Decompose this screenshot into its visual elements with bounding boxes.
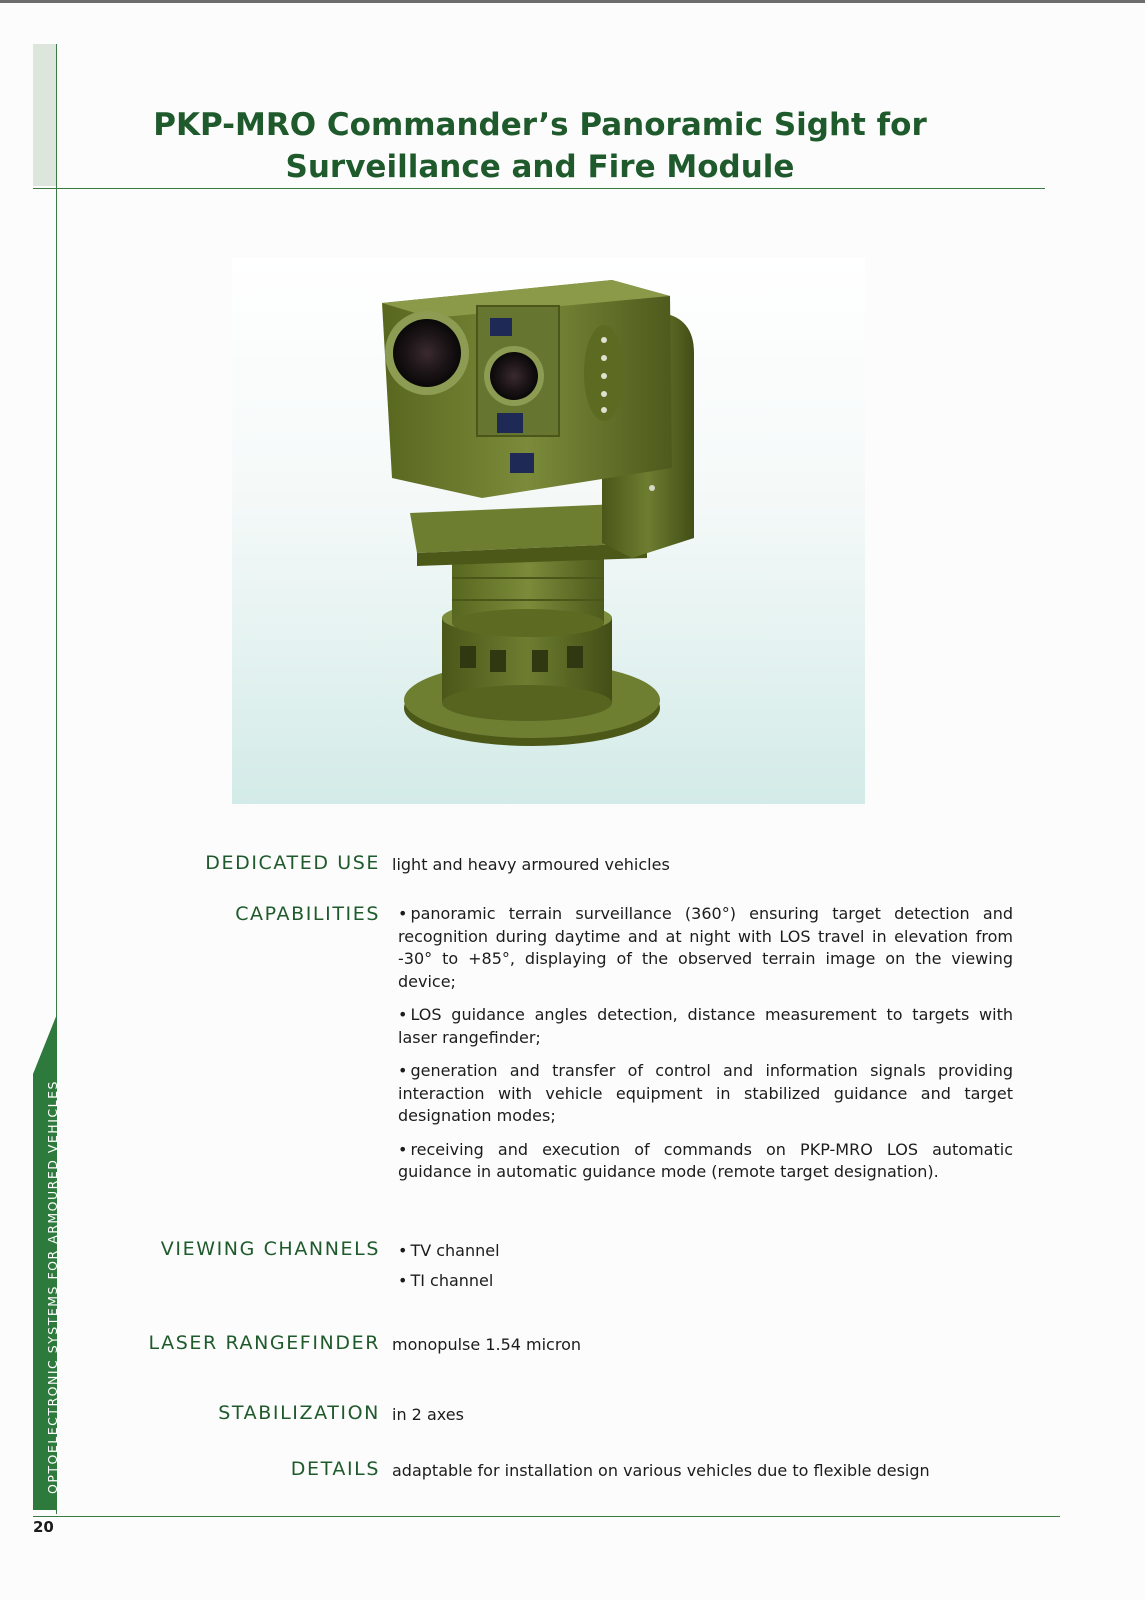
capability-item: • receiving and execution of commands on PKP-MRO LOS automatic guidance in automatic guidance mode (remote target designation). <box>398 1139 1013 1184</box>
bottom-rule <box>33 1516 1060 1517</box>
title-rule <box>33 188 1045 189</box>
spec-label-laser-rangefinder: LASER RANGEFINDER <box>148 1332 380 1354</box>
spec-label-details: DETAILS <box>290 1458 380 1480</box>
capability-item: • LOS guidance angles detection, distance measurement to targets with laser rangefinder; <box>398 1004 1013 1049</box>
top-rule <box>0 0 1145 3</box>
page-number: 20 <box>33 1518 54 1536</box>
spec-label-viewing-channels: VIEWING CHANNELS <box>160 1238 380 1260</box>
capability-item: • panoramic terrain surveillance (360°) ensuring target detection and recognition during daytime and at night with LOS travel in elevation from -30° to +85°, displaying of the observed terrain image on the viewing device; <box>398 903 1013 993</box>
spec-value-dedicated-use: light and heavy armoured vehicles <box>392 855 670 874</box>
page-title-line-2: Surveillance and Fire Module <box>285 149 795 185</box>
pkp-mro-sight-illustration <box>232 258 865 804</box>
page-title-line-1: PKP-MRO Commander’s Panoramic Sight for <box>153 107 927 143</box>
product-photo <box>232 258 865 804</box>
capabilities-list <box>398 903 1013 1195</box>
spec-value-stabilization: in 2 axes <box>392 1405 464 1424</box>
channel-item: • TI channel <box>398 1270 1013 1293</box>
spec-value-details: adaptable for installation on various vehicles due to flexible design <box>392 1461 930 1480</box>
spec-label-dedicated-use: DEDICATED USE <box>205 852 380 874</box>
capability-item: • generation and transfer of control and information signals providing interaction with vehicle equipment in stabilized guidance and target designation modes; <box>398 1060 1013 1128</box>
page-title <box>150 104 930 188</box>
channel-item: • TV channel <box>398 1240 1013 1263</box>
spec-label-capabilities: CAPABILITIES <box>235 903 380 925</box>
spec-label-stabilization: STABILIZATION <box>218 1402 380 1424</box>
section-side-text: OPTOELECTRONIC SYSTEMS FOR ARMOURED VEHICLES <box>45 1080 60 1494</box>
viewing-channels-list <box>398 1240 1013 1299</box>
spec-value-laser-rangefinder: monopulse 1.54 micron <box>392 1335 582 1354</box>
title-side-block <box>33 44 57 186</box>
